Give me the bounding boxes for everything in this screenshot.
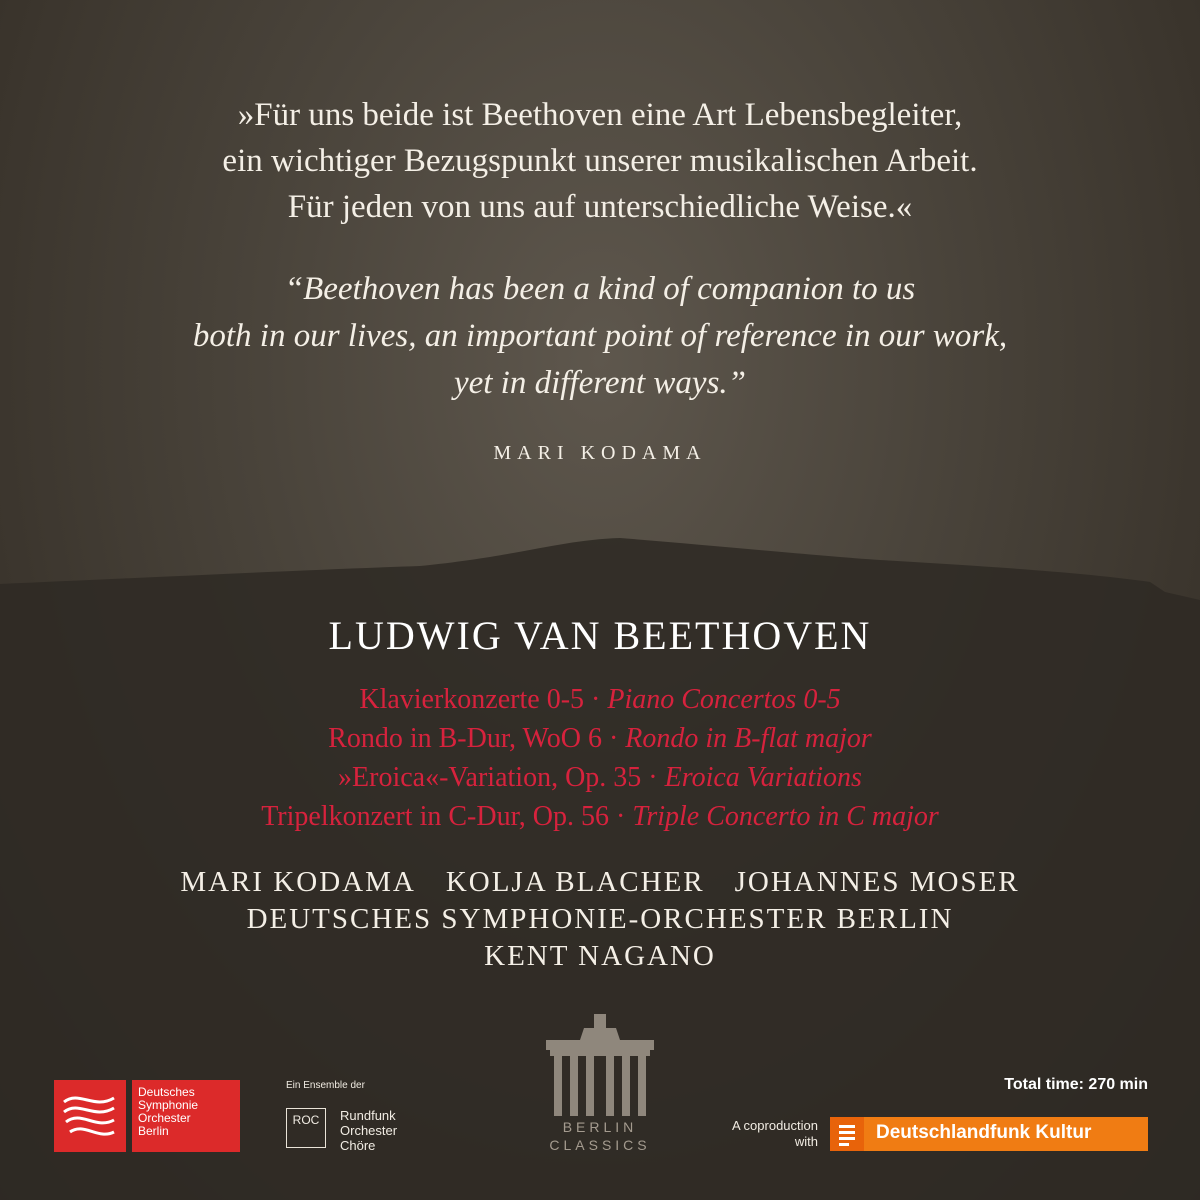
label-name: BERLIN CLASSICS — [549, 1119, 651, 1153]
performers — [0, 864, 1200, 975]
broadcaster-logo — [830, 1117, 1148, 1151]
work-item: Klavierkonzerte 0-5 · Piano Concertos 0-5 — [359, 684, 841, 715]
roc-logo-icon: ROC — [286, 1108, 326, 1148]
roc-subtitle: Ein Ensemble der — [286, 1080, 365, 1091]
coproduction-label: A coproduction with — [731, 1118, 818, 1149]
dso-logo-text: Deutsches Symphonie Orchester Berlin — [132, 1080, 240, 1152]
german-quote-line: Für jeden von uns auf unterschiedliche Weise.« — [287, 189, 913, 225]
soloist: MARI KODAMA — [180, 866, 416, 898]
dso-emblem-icon — [54, 1080, 126, 1152]
german-quote-line: ein wichtiger Bezugspunkt unserer musikalischen Arbeit. — [222, 143, 978, 179]
german-quote — [0, 92, 1200, 230]
work-item: Rondo in B-Dur, WoO 6 · Rondo in B-flat major — [328, 723, 872, 754]
composer-name: LUDWIG VAN BEETHOVEN — [328, 613, 872, 658]
orchestra-name: DEUTSCHES SYMPHONIE-ORCHESTER BERLIN — [246, 903, 954, 935]
dso-logo — [54, 1080, 240, 1152]
work-item: Tripelkonzert in C-Dur, Op. 56 · Triple Concerto in C major — [261, 801, 939, 832]
english-quote — [0, 266, 1200, 407]
soloist: KOLJA BLACHER — [445, 866, 705, 898]
broadcaster-name: Deutschlandfunk Kultur — [876, 1122, 1092, 1143]
work-item: »Eroica«-Variation, Op. 35 · Eroica Variations — [338, 762, 862, 793]
soloist: JOHANNES MOSER — [734, 866, 1020, 898]
soloists — [0, 864, 1200, 901]
conductor-name: KENT NAGANO — [484, 940, 716, 972]
total-time: Total time: 270 min — [1004, 1076, 1148, 1093]
broadcaster-icon — [830, 1117, 864, 1151]
english-quote-line: yet in different ways.” — [453, 365, 747, 401]
works-list — [0, 680, 1200, 836]
english-quote-line: both in our lives, an important point of reference in our work, — [192, 318, 1008, 354]
roc-logo-text: Rundfunk Orchester Chöre — [340, 1108, 398, 1153]
quote-author: MARI KODAMA — [493, 442, 707, 464]
german-quote-line: »Für uns beide ist Beethoven eine Art Lebensbegleiter, — [237, 97, 963, 133]
english-quote-line: “Beethoven has been a kind of companion to us — [284, 271, 916, 307]
